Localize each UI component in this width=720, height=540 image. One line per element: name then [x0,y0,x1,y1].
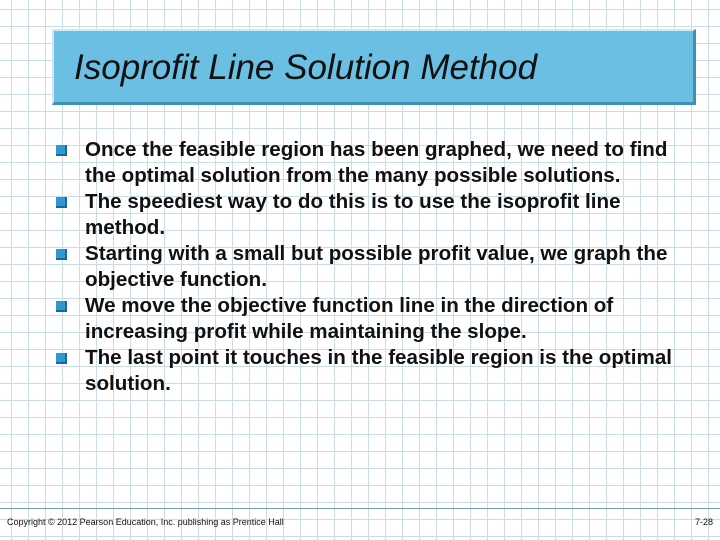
page-number: 7-28 [694,517,713,527]
square-bullet-icon [56,301,67,312]
bullet-text: Starting with a small but possible profit value, we graph the objective function. [85,242,668,291]
bullet-text: The last point it touches in the feasible region is the optimal solution. [85,346,672,395]
square-bullet-icon [56,249,67,260]
footer-divider [0,508,720,509]
square-bullet-icon [56,197,67,208]
footer-copyright: Copyright © 2012 Pearson Education, Inc. publishing as Prentice Hall [7,517,284,527]
slide-title: Isoprofit Line Solution Method [74,48,538,87]
bullet-list [56,137,696,397]
bullet-text: We move the objective function line in the direction of increasing profit while maintaining the slope. [85,294,614,343]
bullet-item [56,293,696,345]
bullet-item [56,241,696,293]
bullet-item [56,137,696,189]
title-banner [52,29,696,105]
bullet-item [56,189,696,241]
bullet-item [56,345,696,397]
bullet-text: Once the feasible region has been graphed, we need to find the optimal solution from the many possible solutions. [85,138,668,187]
square-bullet-icon [56,353,67,364]
bullet-text: The speediest way to do this is to use the isoprofit line method. [85,190,621,239]
square-bullet-icon [56,145,67,156]
